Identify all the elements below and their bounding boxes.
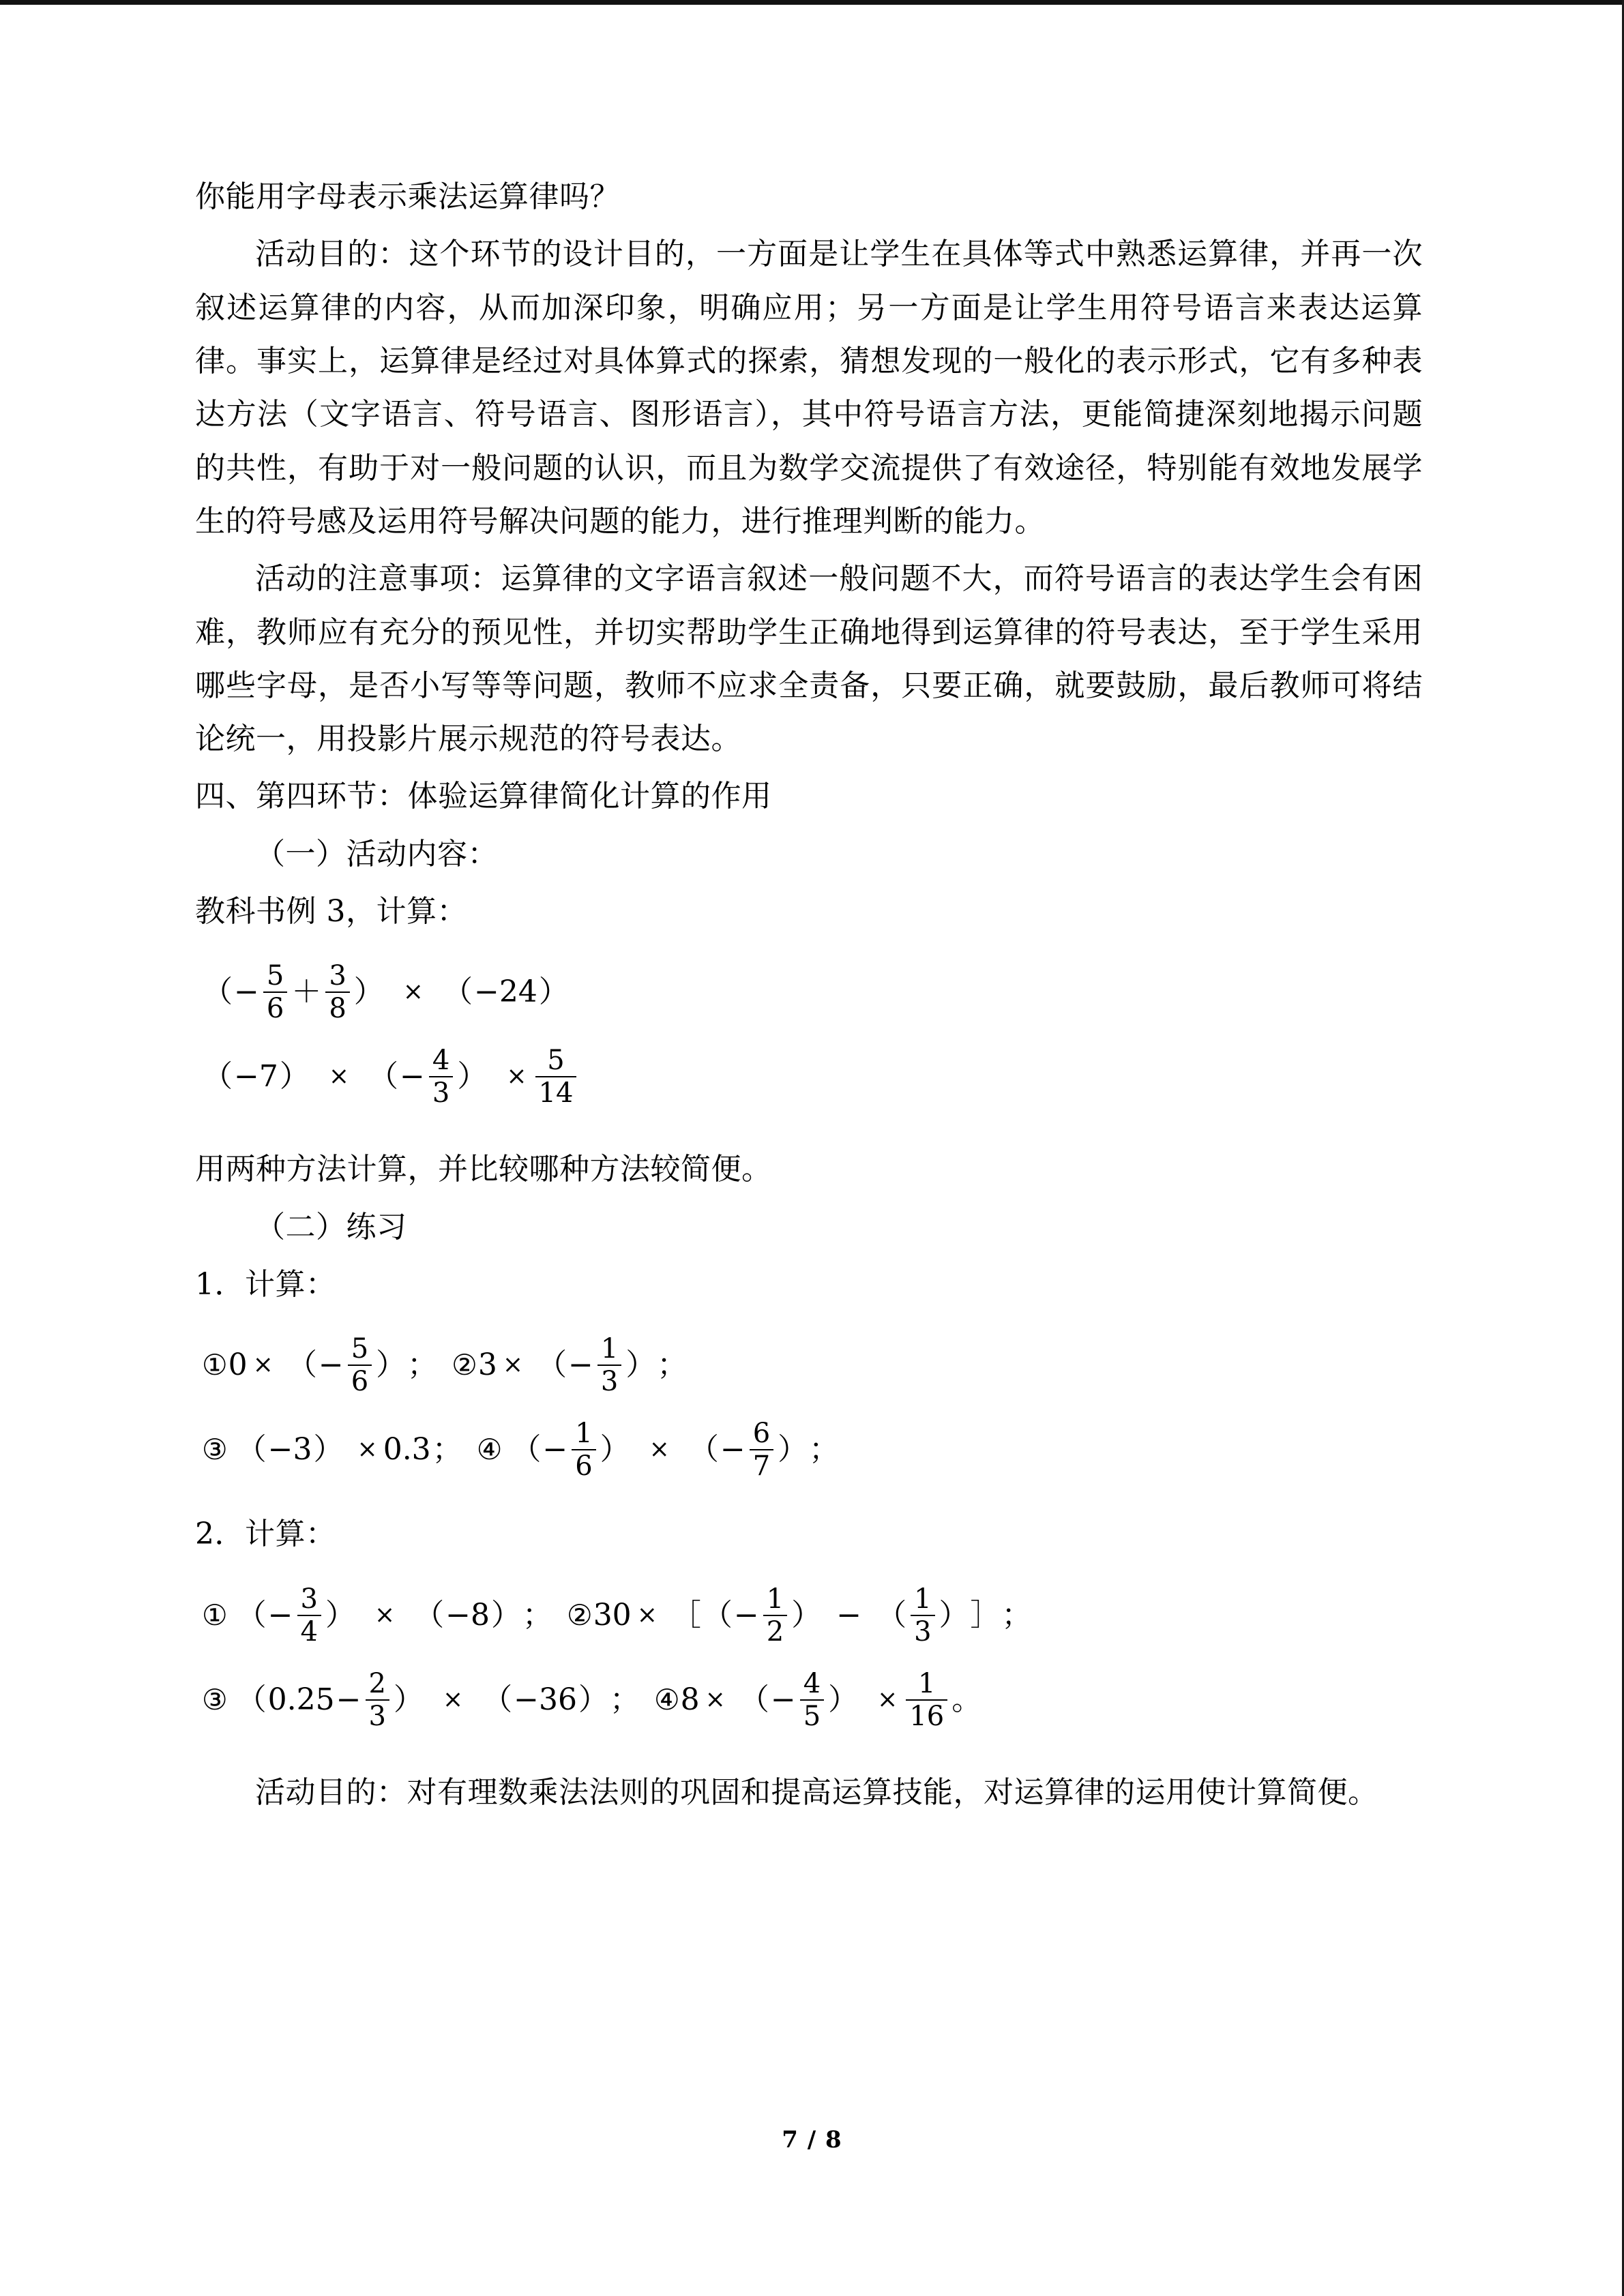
paren-open: （: [203, 974, 233, 1010]
paren-close: ）: [313, 1432, 344, 1467]
formula-practice2-row1: [195, 1585, 1423, 1646]
paren-close: ）: [778, 1432, 808, 1467]
value-minus-3: −3: [267, 1432, 312, 1467]
formula-practice1-row2: [195, 1419, 1423, 1480]
fraction-1-6: [572, 1419, 595, 1480]
denominator: 16: [906, 1699, 947, 1731]
numerator: 1: [600, 1333, 619, 1365]
practice-item-2-label: 2．计算：: [195, 1517, 336, 1552]
paren-open: （: [236, 1682, 267, 1717]
paren-open: （: [688, 1432, 719, 1467]
paren-open: （: [368, 1059, 399, 1094]
value-decimal-03: 0.3: [383, 1432, 431, 1467]
semicolon: ；: [432, 1432, 462, 1467]
fraction-6-7: [750, 1419, 773, 1480]
page-content: [195, 170, 1423, 1823]
fraction-2-3: [366, 1669, 389, 1731]
fraction-5-14: [535, 1046, 577, 1107]
value-three: 3: [477, 1347, 497, 1383]
denominator: 3: [911, 1615, 934, 1646]
minus-sign: −: [542, 1432, 568, 1467]
marker-circled-1: ①: [202, 1348, 228, 1382]
two-methods-line: 用两种方法计算，并比较哪种方法较简便。: [195, 1152, 772, 1187]
paren-open: （: [236, 1432, 267, 1467]
numerator: 4: [432, 1045, 450, 1077]
multiplication-sign: ×: [502, 1351, 523, 1380]
denominator: 7: [750, 1449, 773, 1480]
formula-example3-line2: [195, 1046, 1423, 1107]
paren-close: ）: [600, 1432, 630, 1467]
multiplication-sign: ×: [357, 1435, 378, 1464]
value-thirty: 30: [593, 1597, 632, 1632]
multiplication-sign: ×: [636, 1600, 658, 1629]
marker-circled-3: ③: [202, 1682, 228, 1716]
multiplication-sign: ×: [506, 1062, 527, 1091]
value-zero: 0: [228, 1347, 248, 1383]
semicolon: ；: [609, 1682, 640, 1717]
multiplication-sign: ×: [328, 1062, 350, 1091]
question-line: 你能用字母表示乘法运算律吗？: [195, 179, 620, 214]
numerator: 3: [300, 1583, 318, 1615]
activity-notes-paragraph: 活动的注意事项：运算律的文字语言叙述一般问题不大，而符号语言的表达学生会有困难，教师应有充分的预见性，并切实帮助学生正确地得到运算律的符号表达，至于学生采用哪些字母，是否小写等等问题，教师不应求全责备，只要正确，就要鼓励，最后教师可将结论统一，用投影片展示规范的符号表达。: [195, 561, 1423, 757]
minus-sign: −: [267, 1597, 293, 1632]
multiplication-sign: ×: [877, 1685, 898, 1714]
formula-practice1-row1: [195, 1335, 1423, 1396]
fraction-1-3: [597, 1335, 621, 1396]
minus-sign: −: [400, 1059, 425, 1094]
subheading-activity-content: （一）活动内容：: [255, 836, 498, 871]
minus-sign: −: [836, 1597, 862, 1632]
marker-circled-4: ④: [653, 1682, 680, 1716]
multiplication-sign: ×: [705, 1685, 726, 1714]
paren-close: ）: [828, 1682, 859, 1717]
fraction-1-16: [906, 1669, 947, 1731]
denominator: 2: [763, 1615, 787, 1646]
paren-open: （: [739, 1682, 769, 1717]
plus-sign: ＋: [291, 974, 322, 1010]
marker-circled-2: ②: [567, 1598, 593, 1632]
paren-close: ）: [939, 1597, 969, 1632]
value-decimal-025: 0.25: [267, 1682, 335, 1717]
formula-practice2-row2: [195, 1669, 1423, 1731]
value-minus-24: −24: [473, 974, 537, 1010]
paren-close: ）: [538, 974, 569, 1010]
minus-sign: −: [733, 1597, 759, 1632]
activity-goal-2-paragraph: 活动目的：对有理数乘法法则的巩固和提高运算技能，对运算律的运用使计算简便。: [255, 1774, 1378, 1810]
denominator: 3: [429, 1076, 453, 1107]
numerator: 5: [266, 960, 284, 992]
semicolon: ；: [1001, 1597, 1032, 1632]
value-minus-8: −8: [445, 1597, 490, 1632]
denominator: 5: [800, 1699, 824, 1731]
formula-example3-line1: [195, 961, 1423, 1023]
multiplication-sign: ×: [402, 978, 424, 1007]
paren-close: ）: [279, 1059, 310, 1094]
page-number: 7 / 8: [782, 2126, 842, 2153]
fraction-3-8: [325, 961, 349, 1023]
numerator: 2: [368, 1667, 386, 1699]
full-stop: 。: [951, 1682, 982, 1717]
multiplication-sign: ×: [252, 1351, 274, 1380]
fraction-4-5: [800, 1669, 824, 1731]
subheading-practice: （二）练习: [255, 1209, 407, 1244]
numerator: 6: [752, 1418, 771, 1450]
denominator: 6: [263, 992, 287, 1023]
paren-close: ）: [791, 1597, 822, 1632]
paren-close: ）: [491, 1597, 522, 1632]
value-eight: 8: [680, 1682, 700, 1717]
denominator: 6: [348, 1365, 372, 1396]
fraction-1-3: [911, 1585, 934, 1646]
bracket-open: ［: [670, 1597, 701, 1632]
fraction-5-6: [348, 1335, 372, 1396]
fraction-3-4: [297, 1585, 321, 1646]
paren-close: ）: [578, 1682, 608, 1717]
minus-sign: −: [234, 974, 259, 1010]
minus-sign: −: [770, 1682, 796, 1717]
minus-sign: −: [318, 1347, 344, 1383]
denominator: 6: [572, 1449, 595, 1480]
fraction-4-3: [429, 1046, 453, 1107]
fraction-1-2: [763, 1585, 787, 1646]
numerator: 4: [803, 1667, 821, 1699]
heading-section-four: 四、第四环节：体验运算律简化计算的作用: [195, 779, 772, 814]
multiplication-sign: ×: [649, 1435, 670, 1464]
marker-circled-2: ②: [452, 1348, 477, 1382]
numerator: 5: [351, 1333, 369, 1365]
denominator: 8: [325, 992, 349, 1023]
marker-circled-3: ③: [202, 1433, 228, 1467]
bracket-close: ］: [970, 1597, 1001, 1632]
paren-close: ）: [625, 1347, 656, 1383]
denominator: 3: [597, 1365, 621, 1396]
paren-open: （: [511, 1432, 542, 1467]
page-top-rule: [0, 0, 1624, 5]
numerator: 1: [918, 1667, 936, 1699]
paren-open: （: [536, 1347, 567, 1383]
paren-open: （: [876, 1597, 907, 1632]
minus-sign: −: [720, 1432, 745, 1467]
numerator: 3: [329, 960, 346, 992]
paren-open: （: [203, 1059, 233, 1094]
paren-close: ）: [353, 974, 384, 1010]
denominator: 4: [297, 1615, 321, 1646]
paren-close: ）: [393, 1682, 424, 1717]
semicolon: ；: [657, 1347, 688, 1383]
paren-open: （: [442, 974, 473, 1010]
numerator: 1: [914, 1583, 932, 1615]
paren-open: （: [702, 1597, 733, 1632]
minus-sign: −: [567, 1347, 593, 1383]
numerator: 5: [547, 1045, 565, 1077]
minus-sign: −: [336, 1682, 361, 1717]
practice-item-1-label: 1．计算：: [195, 1267, 336, 1302]
numerator: 1: [766, 1583, 784, 1615]
semicolon: ；: [522, 1597, 553, 1632]
numerator: 1: [575, 1418, 593, 1450]
paren-close: ）: [457, 1059, 488, 1094]
semicolon: ；: [809, 1432, 840, 1467]
multiplication-sign: ×: [442, 1685, 464, 1714]
marker-circled-4: ④: [476, 1433, 503, 1467]
value-minus-36: −36: [514, 1682, 577, 1717]
paren-open: （: [482, 1682, 513, 1717]
activity-goal-paragraph: 活动目的：这个环节的设计目的，一方面是让学生在具体等式中熟悉运算律，并再一次叙述运算律的内容，从而加深印象，明确应用；另一方面是让学生用符号语言来表达运算律。事实上，运算律是经过对具体算式的探索，猜想发现的一般化的表示形式，它有多种表达方法（文字语言、符号语言、图形语言），其中符号语言方法，更能简捷深刻地揭示问题的共性，有助于对一般问题的认识，而且为数学交流提供了有效途径，特别能有效地发展学生的符号感及运用符号解决问题的能力，进行推理判断的能力。: [195, 237, 1423, 539]
textbook-example-line: 教科书例 3，计算：: [195, 894, 467, 929]
marker-circled-1: ①: [202, 1598, 228, 1632]
paren-open: （: [236, 1597, 267, 1632]
paren-open: （: [286, 1347, 317, 1383]
fraction-5-6: [263, 961, 287, 1023]
paren-open: （: [414, 1597, 445, 1632]
value-minus-7: −7: [234, 1059, 278, 1094]
semicolon: ；: [407, 1347, 438, 1383]
paren-close: ）: [325, 1597, 355, 1632]
denominator: 3: [366, 1699, 389, 1731]
paren-close: ）: [376, 1347, 407, 1383]
denominator: 14: [535, 1076, 577, 1107]
multiplication-sign: ×: [374, 1600, 396, 1629]
